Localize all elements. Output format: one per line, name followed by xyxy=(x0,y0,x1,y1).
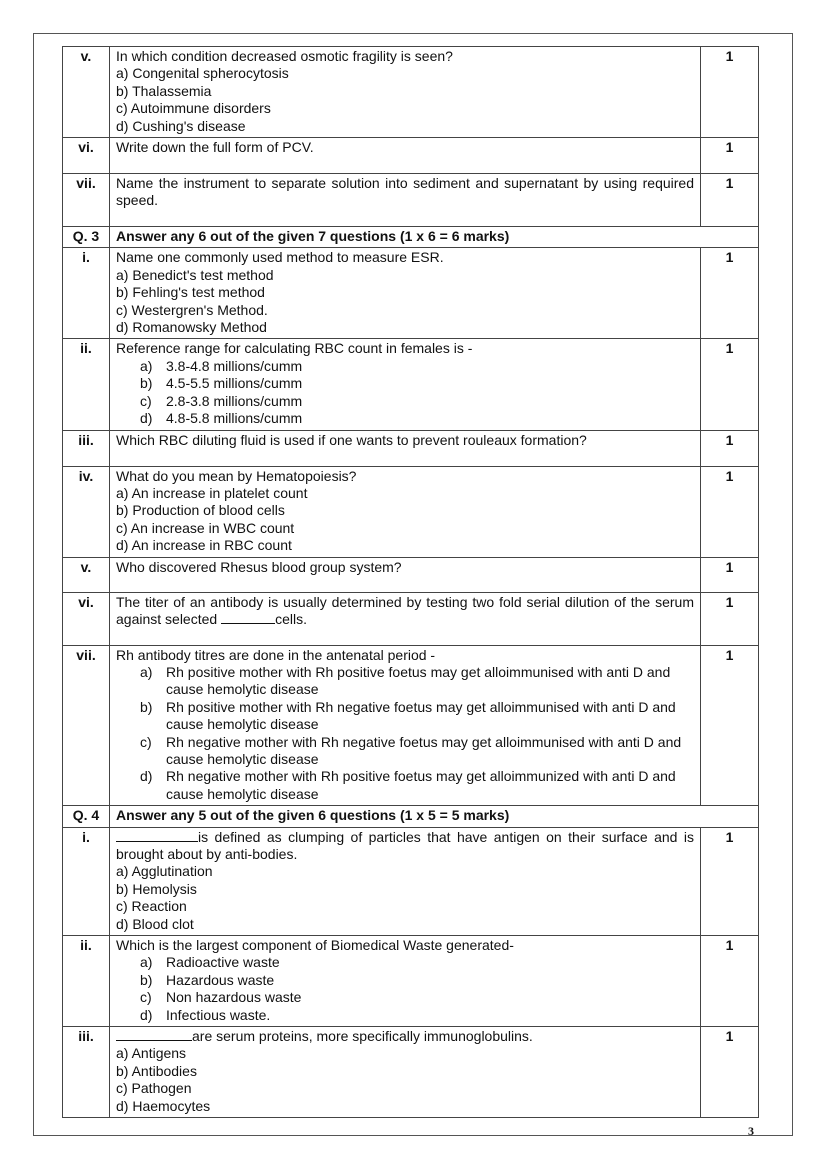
section-instruction: Answer any 6 out of the given 7 questions (1 x 6 = 6 marks) xyxy=(110,227,759,248)
marks: 1 xyxy=(701,47,759,138)
question-text: Rh antibody titres are done in the antenatal period - xyxy=(116,646,436,663)
option: d) 4.8-5.8 millions/cumm xyxy=(140,410,303,427)
option: d) Romanowsky Method xyxy=(116,319,267,336)
question-number: ii. xyxy=(63,936,110,1027)
table-row xyxy=(63,827,759,935)
option: b) Rh positive mother with Rh negative foetus may get alloimmunised with anti D and cause hemolytic disease xyxy=(140,698,676,733)
table-row xyxy=(63,645,759,806)
question-cell: The titer of an antibody is usually determined by testing two fold serial dilution of the serum against selected cells. xyxy=(110,592,701,645)
option: d) Cushing's disease xyxy=(116,117,246,134)
answer-blank xyxy=(116,829,198,842)
question-text: Name the instrument to separate solution into sediment and supernatant by using required speed. xyxy=(110,174,701,227)
question-number: v. xyxy=(63,47,110,138)
table-row xyxy=(63,47,759,138)
marks: 1 xyxy=(701,174,759,227)
question-text: Write down the full form of PCV. xyxy=(110,138,701,174)
option: a) Agglutination xyxy=(116,863,213,880)
question-cell xyxy=(110,936,701,1027)
option: a) An increase in platelet count xyxy=(116,484,308,501)
option: d) Rh negative mother with Rh positive foetus may get alloimmunized with anti D and cause hemolytic disease xyxy=(140,768,676,802)
section-header-row xyxy=(63,227,759,248)
question-number: iii. xyxy=(63,430,110,466)
question-text: are serum proteins, more specifically immunoglobulins. xyxy=(116,1028,694,1045)
option: d) Blood clot xyxy=(116,915,194,932)
marks: 1 xyxy=(701,592,759,645)
option: b) Production of blood cells xyxy=(116,502,285,519)
option: d) Infectious waste. xyxy=(140,1006,271,1023)
option: a) Antigens xyxy=(116,1045,187,1062)
question-text: is defined as clumping of particles that have antigen on their surface and is brought about by anti-bodies. xyxy=(116,828,694,862)
marks: 1 xyxy=(701,1027,759,1118)
section-header-row xyxy=(63,806,759,827)
marks: 1 xyxy=(701,557,759,592)
option: a) 3.8-4.8 millions/cumm xyxy=(140,357,303,374)
marks: 1 xyxy=(701,138,759,174)
option: b) Antibodies xyxy=(116,1062,197,1079)
table-row xyxy=(63,557,759,592)
option: c) Non hazardous waste xyxy=(140,989,302,1006)
question-number: iii. xyxy=(63,1027,110,1118)
question-table xyxy=(62,46,759,1118)
option: b) Thalassemia xyxy=(116,82,212,99)
marks: 1 xyxy=(701,827,759,935)
question-cell xyxy=(110,248,701,339)
question-cell xyxy=(110,47,701,138)
table-row xyxy=(63,248,759,339)
answer-blank xyxy=(116,1028,192,1041)
table-row xyxy=(63,430,759,466)
section-number: Q. 4 xyxy=(63,806,110,827)
question-number: iv. xyxy=(63,466,110,557)
question-cell xyxy=(110,339,701,430)
section-number: Q. 3 xyxy=(63,227,110,248)
marks: 1 xyxy=(701,936,759,1027)
option: b) Hazardous waste xyxy=(140,971,275,988)
question-number: vii. xyxy=(63,645,110,806)
question-text: Who discovered Rhesus blood group system? xyxy=(110,557,701,592)
question-text: Reference range for calculating RBC count in females is - xyxy=(116,340,473,357)
question-text: Name one commonly used method to measure ESR. xyxy=(116,249,444,266)
option: c) 2.8-3.8 millions/cumm xyxy=(140,392,303,409)
question-cell xyxy=(110,645,701,806)
question-text: What do you mean by Hematopoiesis? xyxy=(116,467,357,484)
question-number: v. xyxy=(63,557,110,592)
question-number: vii. xyxy=(63,174,110,227)
marks: 1 xyxy=(701,466,759,557)
question-cell xyxy=(110,827,701,935)
marks: 1 xyxy=(701,430,759,466)
question-cell xyxy=(110,1027,701,1118)
section-instruction: Answer any 5 out of the given 6 questions (1 x 5 = 5 marks) xyxy=(110,806,759,827)
marks: 1 xyxy=(701,339,759,430)
option: b) 4.5-5.5 millions/cumm xyxy=(140,375,303,392)
question-number: vi. xyxy=(63,592,110,645)
table-row xyxy=(63,466,759,557)
question-number: ii. xyxy=(63,339,110,430)
option: b) Fehling's test method xyxy=(116,284,265,301)
question-number: i. xyxy=(63,827,110,935)
answer-blank xyxy=(221,611,275,624)
option: a) Radioactive waste xyxy=(140,954,280,971)
table-row xyxy=(63,1027,759,1118)
question-text: Which is the largest component of Biomedical Waste generated- xyxy=(116,937,514,954)
table-row xyxy=(63,138,759,174)
option: c) Autoimmune disorders xyxy=(116,100,271,117)
marks: 1 xyxy=(701,248,759,339)
option: c) Reaction xyxy=(116,898,187,915)
table-row xyxy=(63,339,759,430)
option: c) Pathogen xyxy=(116,1080,192,1097)
option: c) Rh negative mother with Rh negative foetus may get alloimmunised with anti D and cause hemolytic disease xyxy=(140,733,682,767)
question-number: i. xyxy=(63,248,110,339)
option: a) Rh positive mother with Rh positive foetus may get alloimmunised with anti D and cause hemolytic disease xyxy=(140,663,671,698)
marks: 1 xyxy=(701,645,759,806)
question-text: In which condition decreased osmotic fragility is seen? xyxy=(116,48,453,64)
table-row xyxy=(63,174,759,227)
option: a) Benedict's test method xyxy=(116,266,274,283)
question-text: Which RBC diluting fluid is used if one wants to prevent rouleaux formation? xyxy=(110,430,701,466)
option: d) Haemocytes xyxy=(116,1097,211,1114)
option: c) An increase in WBC count xyxy=(116,519,295,536)
table-row xyxy=(63,936,759,1027)
option: c) Westergren's Method. xyxy=(116,301,268,318)
table-row xyxy=(63,592,759,645)
option: d) An increase in RBC count xyxy=(116,537,292,554)
option: b) Hemolysis xyxy=(116,880,197,897)
question-cell xyxy=(110,466,701,557)
option: a) Congenital spherocytosis xyxy=(116,65,289,82)
page-number: 3 xyxy=(748,1124,754,1138)
question-number: vi. xyxy=(63,138,110,174)
